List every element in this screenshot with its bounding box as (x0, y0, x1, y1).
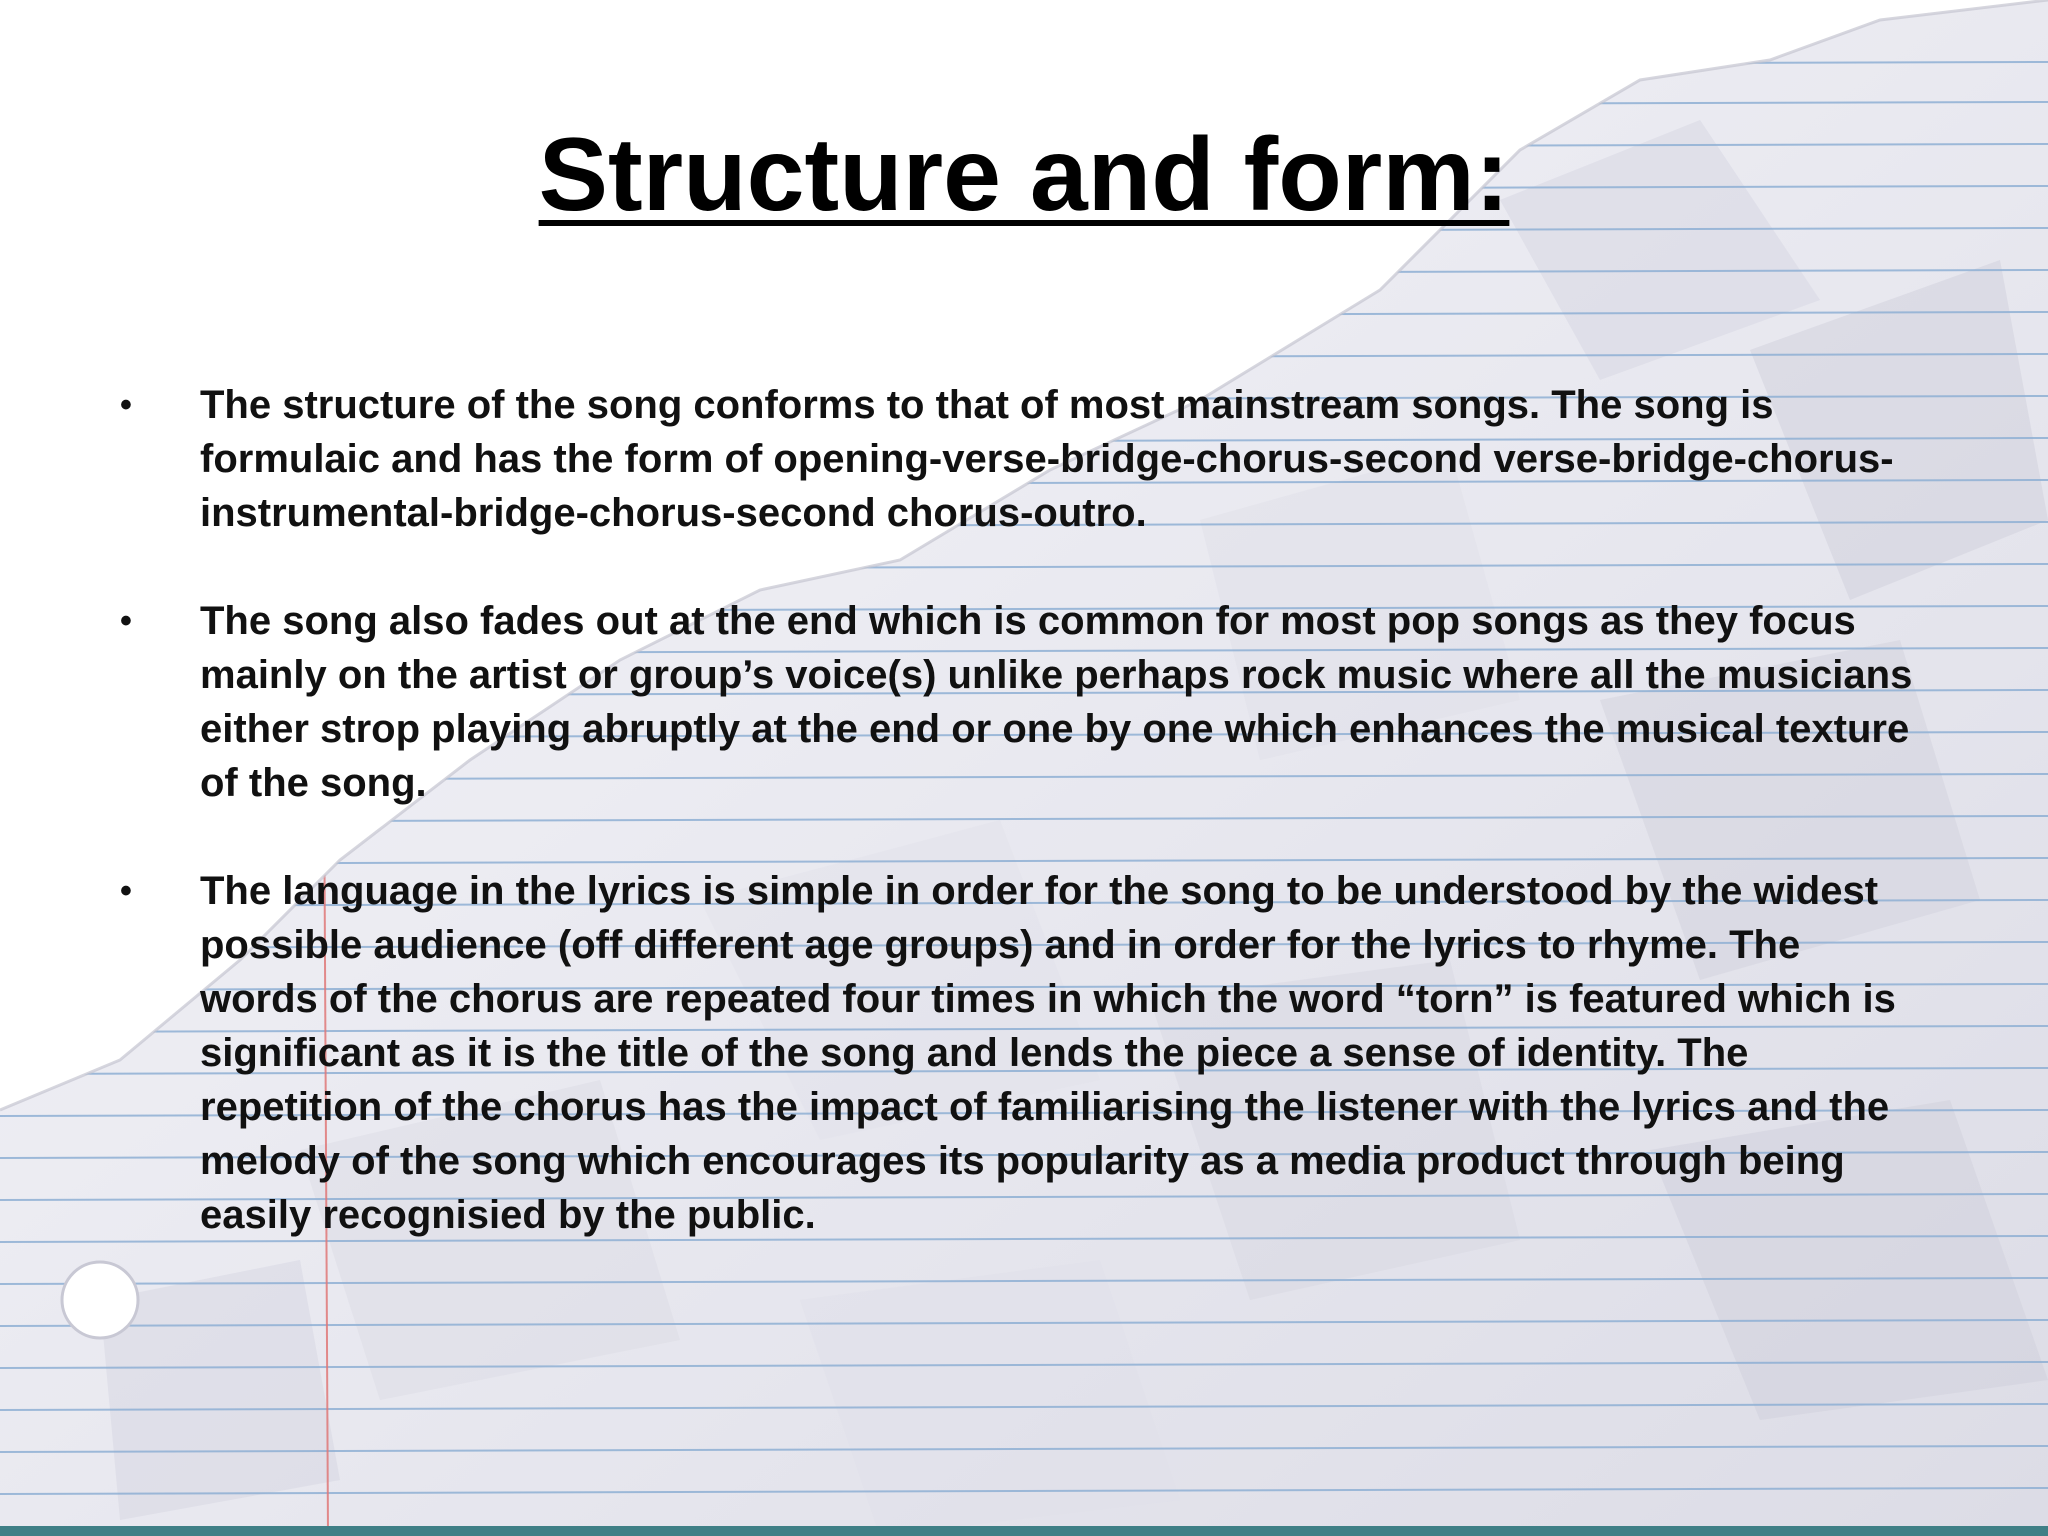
bullet-dot-icon: • (120, 386, 132, 424)
bullet-text: The language in the lyrics is simple in order for the song to be understood by the widest possible audience (off different age groups) and in order for the lyrics to rhyme. The words of the chorus are repeated four times in which the word “torn” is featured which is significant as it is the title of the song and lends the piece a sense of identity. The repetition of the chorus has the impact of familiarising the listener with the lyrics and the melody of the song which encourages its popularity as a media product through being easily recognisied by the public. (200, 869, 1896, 1237)
bullet-text: The structure of the song conforms to that of most mainstream songs. The song is formulaic and has the form of opening-verse-bridge-chorus-second verse-bridge-chorus-instrumental-bridge-chorus-second chorus-outro. (200, 383, 1894, 535)
bullet-dot-icon: • (120, 872, 132, 910)
bullet-list (120, 378, 1920, 1296)
bottom-accent-bar (0, 1526, 2048, 1536)
bullet-item (120, 864, 1920, 1242)
bullet-item (120, 594, 1920, 810)
slide-title-text: Structure and form: (538, 117, 1510, 233)
bullet-item (120, 378, 1920, 540)
bullet-dot-icon: • (120, 602, 132, 640)
slide-title (0, 118, 2048, 232)
bullet-text: The song also fades out at the end which is common for most pop songs as they focus mainly on the artist or group’s voice(s) unlike perhaps rock music where all the musicians either strop playing abruptly at the end or one by one which enhances the musical texture of the song. (200, 599, 1913, 805)
